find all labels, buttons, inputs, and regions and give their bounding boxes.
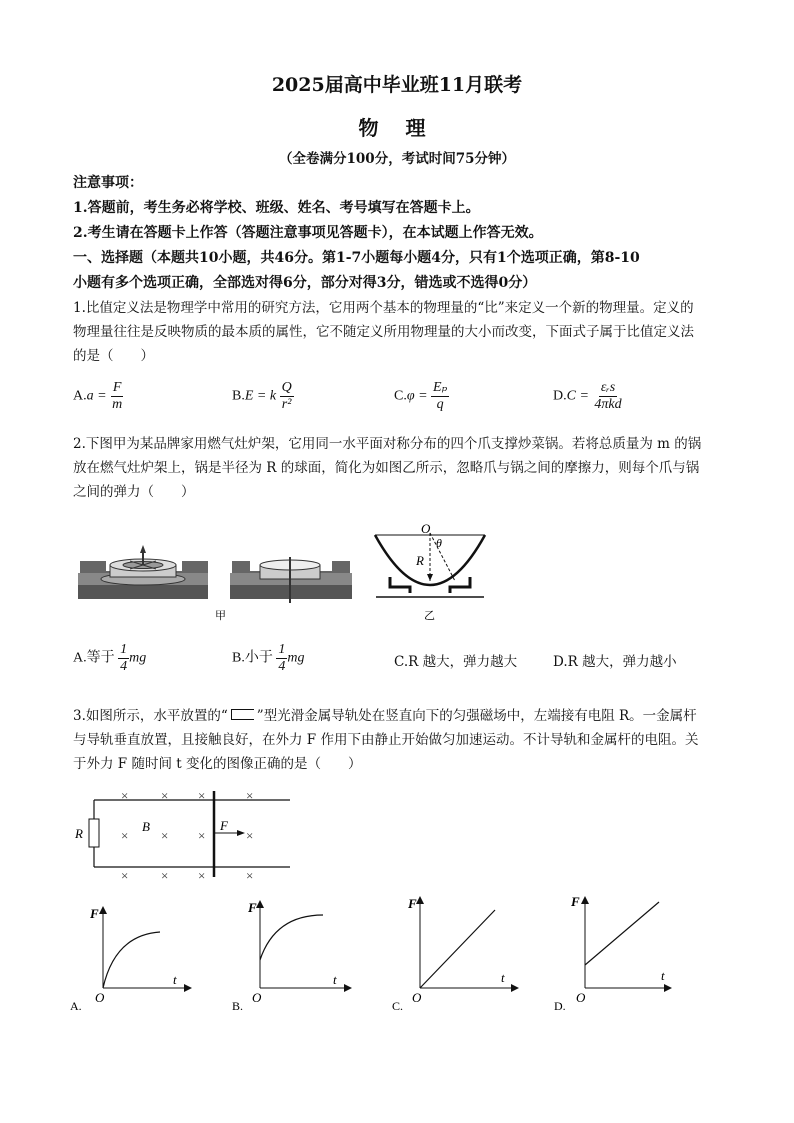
svg-text:C.: C. <box>392 999 404 1013</box>
fig-label-yi: 乙 <box>424 610 435 622</box>
graph-option-b <box>232 900 350 1013</box>
svg-text:B.: B. <box>232 999 244 1013</box>
q2-option-d[interactable]: D.R 越大，弹力越小 <box>553 654 677 670</box>
svg-text:t: t <box>661 968 665 983</box>
q1-option-d[interactable]: D.C = $\frac{\text{εᵣs}}{\text{4πkd}}$ <box>553 380 622 412</box>
svg-text:F: F <box>248 900 257 915</box>
note-item: 1.答题前，考生务必将学校、班级、姓名、考号填写在答题卡上。 <box>73 200 480 216</box>
q1-stem: 1.比值定义法是物理学中常用的研究方法，它用两个基本的物理量的“比”来定义一个新的物理量。定义的 <box>73 300 694 316</box>
q1-stem: 的是（ ） <box>73 348 154 364</box>
svg-text:O: O <box>252 990 262 1005</box>
svg-text:F: F <box>90 906 99 921</box>
graph-option-d <box>554 894 670 1013</box>
svg-text:×: × <box>198 868 206 883</box>
svg-text:F: F <box>408 896 417 911</box>
svg-text:O: O <box>412 990 422 1005</box>
wok-diagram <box>375 521 485 622</box>
svg-text:t: t <box>333 972 337 987</box>
svg-text:t: t <box>173 972 177 987</box>
subject-title: 物 理 <box>358 116 436 140</box>
svg-text:×: × <box>121 828 129 843</box>
svg-text:D.: D. <box>554 999 566 1013</box>
svg-text:F: F <box>571 894 580 909</box>
q3-stem: 与导轨垂直放置，且接触良好，在外力 F 作用下由静止开始做匀加速运动。不计导轨和金属杆的电阻。关 <box>73 732 699 748</box>
section-heading: 一、选择题（本题共10小题，共46分。第1-7小题每小题4分，只有1个选项正确，第8-10 <box>73 250 640 266</box>
q2-stem: 2.下图甲为某品牌家用燃气灶炉架，它用同一水平面对称分布的四个爪支撑炒菜锅。若将总质量为 m 的锅 <box>73 436 702 452</box>
exam-subtitle: （全卷满分100分，考试时间75分钟） <box>279 151 515 167</box>
svg-text:×: × <box>198 828 206 843</box>
rail-shape-icon <box>231 709 254 720</box>
label-O: O <box>421 521 431 536</box>
svg-text:×: × <box>198 788 206 803</box>
svg-text:×: × <box>121 868 129 883</box>
svg-text:t: t <box>501 970 505 985</box>
note-item: 2.考生请在答题卡上作答（答题注意事项见答题卡），在本试题上作答无效。 <box>73 225 543 241</box>
fraction: $\frac{1}{4}$ <box>278 642 286 674</box>
q3-graphs <box>65 890 715 1015</box>
section-heading-cont: 小题有多个选项正确，全部选对得6分，部分对得3分，错选或不选得0分） <box>73 275 537 291</box>
q3-circuit <box>70 785 300 890</box>
svg-text:×: × <box>246 868 254 883</box>
label-B: B <box>142 819 150 834</box>
fraction: $\frac{\text{εᵣs}}{\text{4πkd}}$ <box>594 380 622 412</box>
fraction: $\frac{1}{4}$ <box>120 642 128 674</box>
q3-stem: 于外力 F 随时间 t 变化的图像正确的是（ ） <box>73 756 362 772</box>
graph-option-c <box>392 896 517 1013</box>
q2-option-b[interactable]: B.小于 $\frac{1}{4}$ mg <box>232 642 305 674</box>
fig-label-jia: 甲 <box>215 610 226 622</box>
svg-text:×: × <box>161 868 169 883</box>
q1-option-a[interactable]: A.a = $\frac{F}{m}$ <box>73 380 123 412</box>
q2-stem: 之间的弹力（ ） <box>73 484 195 500</box>
svg-text:O: O <box>95 990 105 1005</box>
q3-stem: 3.如图所示，水平放置的“ ”型光滑金属导轨处在竖直向下的匀强磁场中，左端接有电阻 R。一金属杆 <box>73 708 697 724</box>
exam-title: 2025届高中毕业班11月联考 <box>271 74 523 96</box>
label-theta: θ <box>436 536 442 550</box>
svg-text:×: × <box>246 828 254 843</box>
q1-option-c[interactable]: C.φ = $\frac{\text{Eₚ}}{q}$ <box>394 380 448 412</box>
magnetic-field-crosses <box>121 788 253 883</box>
q2-figures <box>70 515 730 625</box>
label-F: F <box>220 818 228 833</box>
fraction: $\frac{F}{m}$ <box>112 380 123 412</box>
notes-heading: 注意事项： <box>73 175 143 191</box>
stove-figure-1 <box>78 545 208 599</box>
q1-stem: 物理量往往是反映物质的最本质的属性，它不随定义所用物理量的大小而改变，下面式子属于比值定义法 <box>73 324 694 340</box>
resistor <box>89 819 99 847</box>
force-arrow <box>237 830 245 836</box>
fraction: $\frac{Q}{\text{r²}}$ <box>281 380 292 412</box>
label-R: R <box>416 553 424 568</box>
q2-option-c[interactable]: C.R 越大，弹力越大 <box>394 654 518 670</box>
q1-option-b[interactable]: B.E = k $\frac{Q}{\text{r²}}$ <box>232 380 292 412</box>
svg-text:×: × <box>246 788 254 803</box>
label-R: R <box>75 826 83 841</box>
svg-text:×: × <box>161 828 169 843</box>
svg-text:×: × <box>161 788 169 803</box>
svg-text:×: × <box>121 788 129 803</box>
stove-figure-2 <box>230 557 352 603</box>
svg-text:O: O <box>576 990 586 1005</box>
graph-option-a <box>70 906 190 1013</box>
svg-text:A.: A. <box>70 999 82 1013</box>
q2-stem: 放在燃气灶炉架上，锅是半径为 R 的球面，简化为如图乙所示，忽略爪与锅之间的摩擦力，则每个爪与锅 <box>73 460 700 476</box>
fraction: $\frac{\text{Eₚ}}{q}$ <box>433 380 448 412</box>
q2-option-a[interactable]: A.等于 $\frac{1}{4}$ mg <box>73 642 147 674</box>
